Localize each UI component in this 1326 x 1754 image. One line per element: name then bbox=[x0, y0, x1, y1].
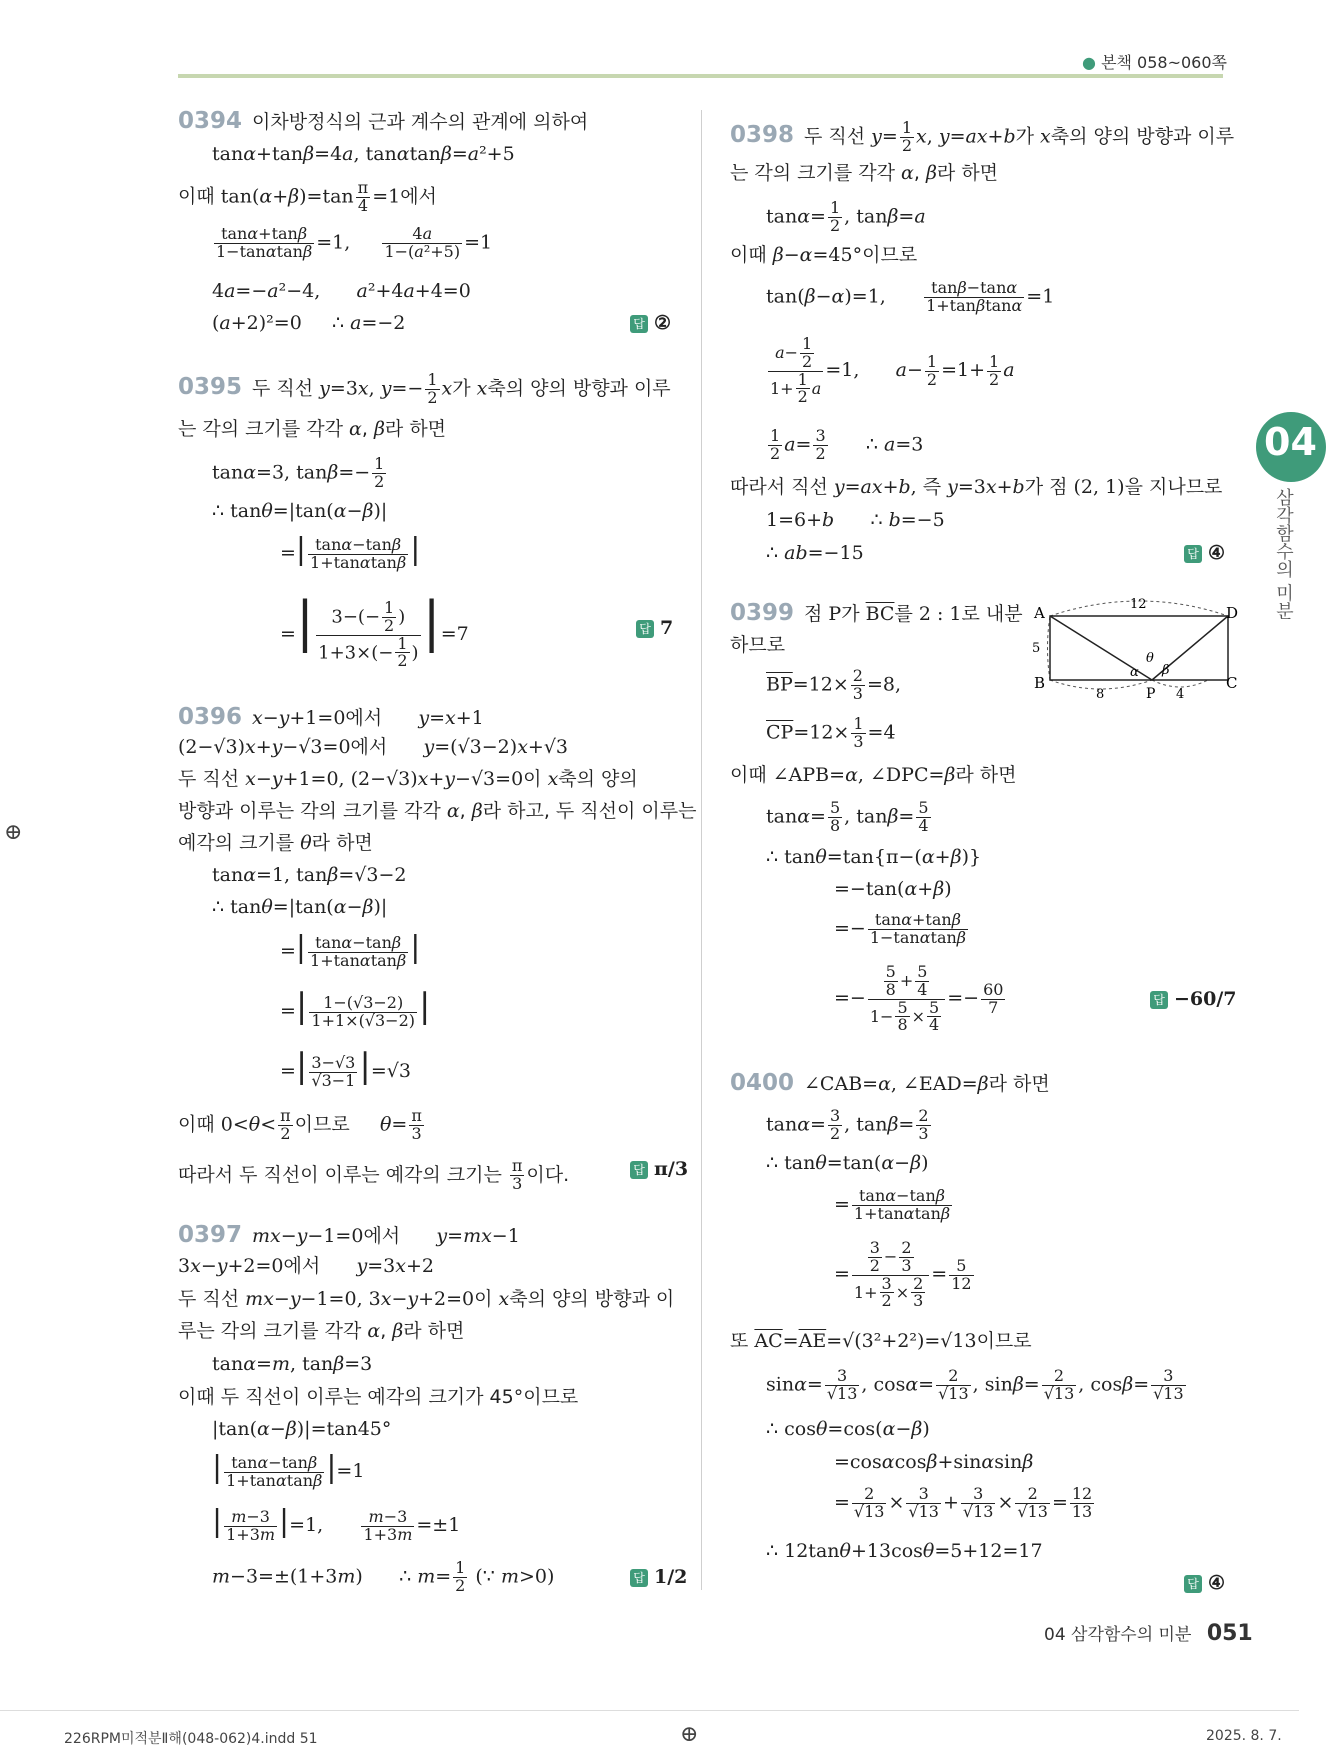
label-pc-length: 4 bbox=[1176, 687, 1185, 702]
footer-rule bbox=[0, 1710, 1299, 1711]
label-b: B bbox=[1034, 674, 1046, 692]
answer-icon: 답 bbox=[630, 1161, 648, 1179]
footer-chapter: 04 삼각함수의 미분 bbox=[1044, 1625, 1192, 1645]
label-bp-length: 8 bbox=[1096, 687, 1105, 702]
chapter-tab-number: 04 bbox=[1264, 420, 1317, 464]
problem-intro: 이차방정식의 근과 계수의 관계에 의하여 bbox=[252, 111, 589, 133]
answer-value: −60/7 bbox=[1174, 988, 1237, 1010]
label-d: D bbox=[1226, 604, 1239, 622]
label-p: P bbox=[1146, 686, 1156, 702]
answer-icon: 답 bbox=[636, 620, 654, 638]
label-top-length: 12 bbox=[1130, 597, 1147, 612]
problem-number: 0395 bbox=[178, 374, 243, 401]
problem-number: 0398 bbox=[730, 122, 795, 149]
problem-number: 0400 bbox=[730, 1070, 795, 1096]
label-left-length: 5 bbox=[1032, 641, 1041, 656]
answer-value: 1/2 bbox=[654, 1566, 688, 1588]
footer-date: 2025. 8. 7. bbox=[1206, 1728, 1282, 1744]
label-theta: θ bbox=[1146, 651, 1154, 666]
answer-value: π/3 bbox=[654, 1158, 689, 1180]
answer-icon: 답 bbox=[630, 1569, 648, 1587]
footer-page-number: 051 bbox=[1206, 1621, 1253, 1646]
registration-mark-icon: ⊕ bbox=[680, 1722, 699, 1747]
answer-icon: 답 bbox=[630, 315, 648, 333]
chapter-tab-label: 삼각함수의 미분 bbox=[1273, 488, 1294, 620]
answer-icon: 답 bbox=[1184, 1575, 1202, 1593]
page-reference: 본책 058~060쪽 bbox=[1101, 53, 1228, 72]
label-c: C bbox=[1226, 674, 1238, 692]
answer-icon: 답 bbox=[1150, 991, 1168, 1009]
bullet-icon: ● bbox=[1082, 53, 1096, 72]
answer-value: ④ bbox=[1208, 1572, 1226, 1594]
column-divider bbox=[701, 110, 702, 1590]
rectangle-figure bbox=[1030, 594, 1239, 704]
answer-value: ② bbox=[654, 312, 672, 334]
answer-value: 7 bbox=[660, 617, 674, 639]
header-rule bbox=[178, 74, 1223, 78]
label-alpha: α bbox=[1130, 665, 1139, 680]
problem-number: 0396 bbox=[178, 704, 243, 730]
label-a: A bbox=[1034, 604, 1045, 622]
answer-icon: 답 bbox=[1184, 545, 1202, 563]
footer-file-name: 226RPM미적분Ⅱ해(048-062)4.indd 51 bbox=[64, 1731, 318, 1747]
registration-mark-icon: ⊕ bbox=[4, 820, 23, 845]
problem-number: 0397 bbox=[178, 1222, 243, 1248]
answer-value: ④ bbox=[1208, 542, 1226, 564]
problem-number: 0399 bbox=[730, 600, 795, 626]
label-beta: β bbox=[1162, 663, 1170, 678]
problem-number: 0394 bbox=[178, 108, 243, 134]
